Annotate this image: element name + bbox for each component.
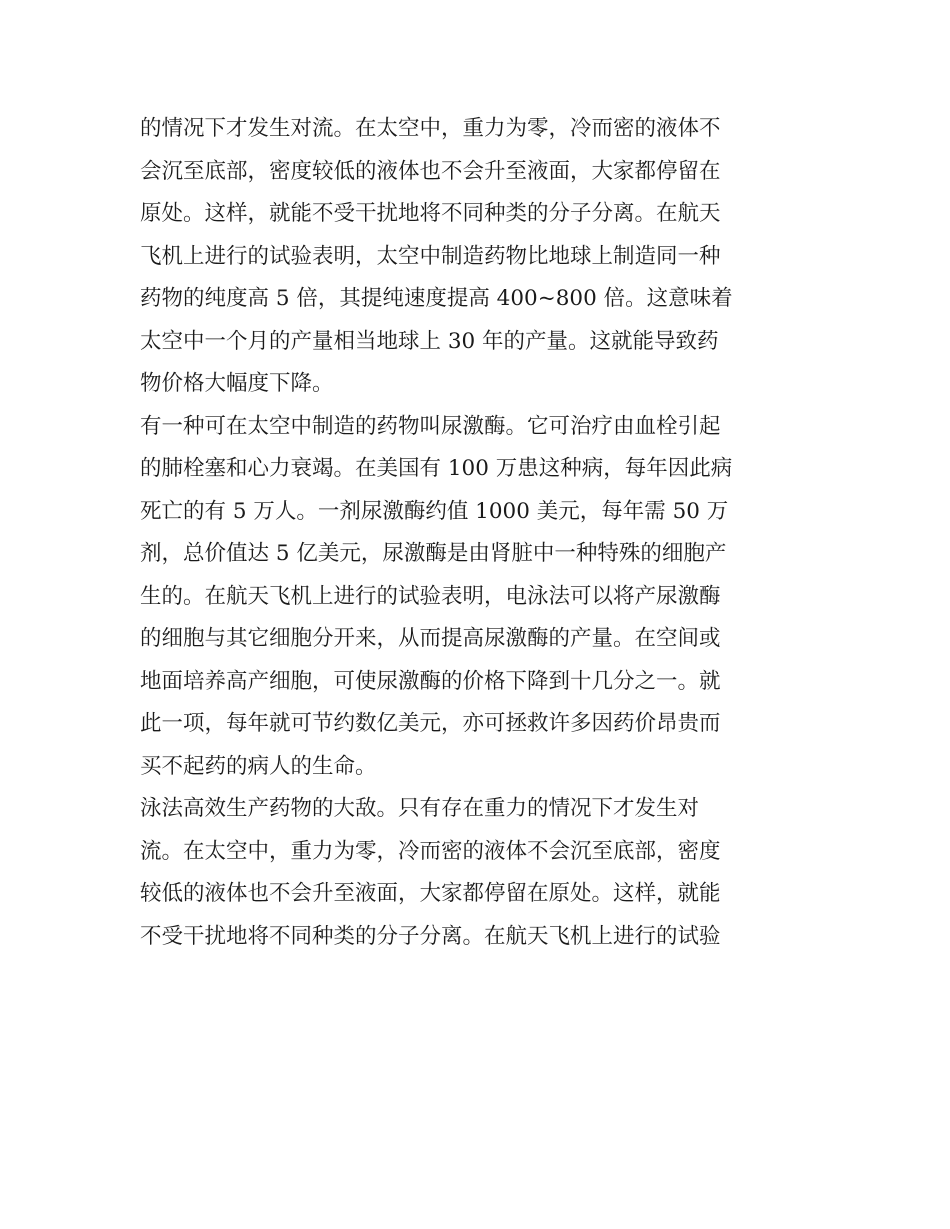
text-line: 会沉至底部，密度较低的液体也不会升至液面，大家都停留在 (140, 158, 721, 184)
text-line: 的肺栓塞和心力衰竭。在美国有 100 万患这种病，每年因此病 (140, 456, 733, 481)
text-line: 的情况下才发生对流。在太空中，重力为零，冷而密的液体不 (140, 116, 721, 141)
text-line: 的细胞与其它细胞分开来，从而提高尿激酶的产量。在空间或 (140, 626, 721, 651)
paragraph-electrophoresis (140, 788, 820, 958)
text-line: 生的。在航天飞机上进行的试验表明，电泳法可以将产尿激酶 (140, 583, 721, 609)
text-line: 不受干扰地将不同种类的分子分离。在航天飞机上进行的试验 (140, 923, 721, 949)
text-line: 买不起药的病人的生命。 (140, 753, 377, 779)
text-line: 药物的纯度高 5 倍，其提纯速度提高 400~800 倍。这意味着 (140, 286, 733, 311)
paragraph-urokinase (140, 406, 820, 789)
text-line: 死亡的有 5 万人。一剂尿激酶约值 1000 美元，每年需 50 万 (140, 498, 729, 524)
text-line: 有一种可在太空中制造的药物叫尿激酶。它可治疗由血栓引起 (140, 413, 721, 439)
text-line: 此一项，每年就可节约数亿美元，亦可拯救许多因药价昂贵而 (140, 711, 721, 736)
text-line: 原处。这样，就能不受干扰地将不同种类的分子分离。在航天 (140, 201, 721, 226)
paragraph-space-purification (140, 108, 820, 406)
text-line: 物价格大幅度下降。 (140, 371, 334, 396)
text-line: 地面培养高产细胞，可使尿激酶的价格下降到十几分之一。就 (140, 668, 721, 694)
text-line: 较低的液体也不会升至液面，大家都停留在原处。这样，就能 (140, 881, 721, 906)
text-line: 剂，总价值达 5 亿美元，尿激酶是由肾脏中一种特殊的细胞产 (140, 541, 727, 566)
text-line: 泳法高效生产药物的大敌。只有存在重力的情况下才发生对 (140, 796, 700, 821)
text-line: 飞机上进行的试验表明，太空中制造药物比地球上制造同一种 (140, 243, 721, 269)
body-text (140, 108, 820, 958)
text-line: 太空中一个月的产量相当地球上 30 年的产量。这就能导致药 (140, 328, 719, 354)
text-line: 流。在太空中，重力为零，冷而密的液体不会沉至底部，密度 (140, 838, 721, 864)
